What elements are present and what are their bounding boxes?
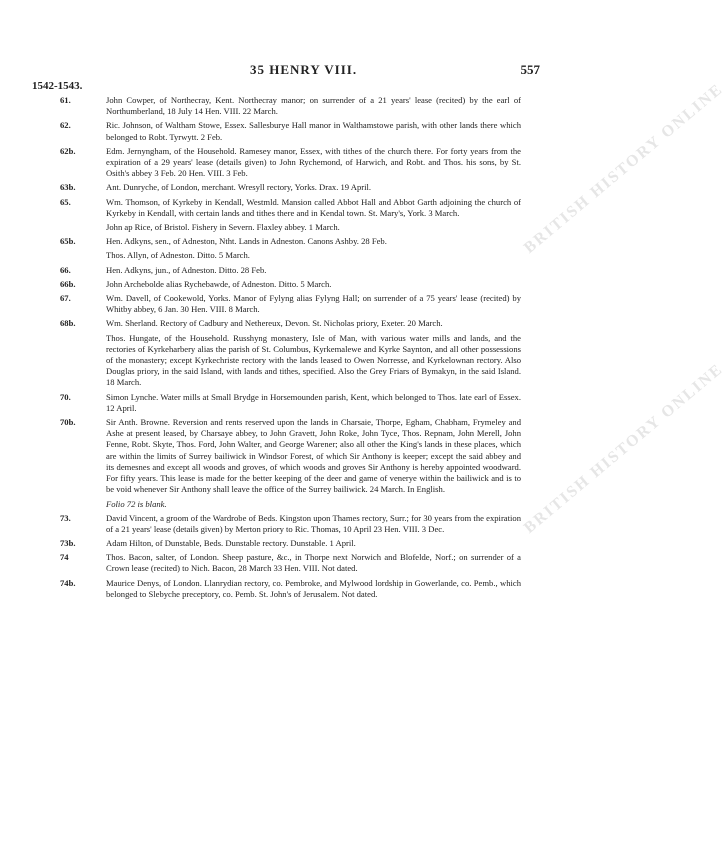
entry-text: Sir Anth. Browne. Reversion and rents reserved upon the lands in Charsaie, Thorpe, Egham, Chabham, Frymeley and Ashe at present leased, by Charsaye abbey, to John Gravett, John Roke, John Tyce, Thos. Repnam, John Merell, John Fenne, Robt. Skyte, Thos. Ford, John Walter, and George Warener; also all other the King's lands in these places, which are within the limits of Surrey bailiwick in Windsor Forest, of which Sir Anthony is keeper; except the said abbey and its demesnes and except all woods and groves, of which woods and groves Sir Anthony is hereby appointed woodward. For fifty years. This lease is made for the better keeping of the deer and game of venerye within the bailiwick and is to be void whenever Sir Anthony shall leave the office of the Surrey bailiwick. 24 March. In English. — [106, 417, 521, 495]
entry-text: Hen. Adkyns, sen., of Adneston, Ntht. Lands in Adneston. Canons Ashby. 28 Feb. — [106, 236, 387, 247]
watermark-text: BRITISH HISTORY ONLINE — [520, 360, 727, 537]
entry-text: David Vincent, a groom of the Wardrobe of Beds. Kingston upon Thames rectory, Surr.; for 30 years from the expiration of a 21 years' lease (details given) by Merton priory to Ric. Thomas, 10 April 23 Hen. VIII. 3 Dec. — [106, 512, 521, 534]
entry-row — [0, 95, 567, 117]
entry-text: Adam Hilton, of Dunstable, Beds. Dunstable rectory. Dunstable. 1 April. — [106, 537, 356, 548]
entry-row — [0, 417, 567, 495]
year-range: 1542-1543. — [32, 80, 83, 92]
entry-text: Thos. Allyn, of Adneston. Ditto. 5 March. — [106, 250, 250, 261]
folio-number: 62. — [60, 120, 71, 131]
entry-text: John ap Rice, of Bristol. Fishery in Severn. Flaxley abbey. 1 March. — [106, 222, 340, 233]
folio-number: 62b. — [60, 145, 76, 156]
folio-number: 65. — [60, 196, 71, 207]
folio-number: 73. — [60, 512, 71, 523]
entry-row — [0, 333, 567, 389]
entry-row — [0, 182, 567, 193]
folio-number: 61. — [60, 95, 71, 105]
entry-text: John Archebolde alias Rychebawde, of Adneston. Ditto. 5 March. — [106, 278, 332, 289]
watermark-text: BRITISH HISTORY ONLINE — [520, 80, 727, 257]
entry-row — [0, 265, 567, 276]
folio-number — [0, 222, 106, 233]
entry-row — [0, 250, 567, 261]
entry-text: Maurice Denys, of London. Llanrydian rectory, co. Pembroke, and Mylwood lordship in Gowerlande, co. Pemb., which belonged to Slebyche preceptory, co. Pemb. St. John's of Jerusalem. Not dated. — [106, 577, 521, 599]
entry-text: Wm. Davell, of Cookewold, Yorks. Manor of Fylyng alias Fylyng Hall; on surrender of a 75 years' lease (recited) by Whitby abbey, 6 Jan. 30 Hen. VIII. 8 March. — [106, 293, 521, 315]
folio-number: 63b. — [60, 182, 76, 193]
entry-row — [0, 578, 567, 600]
folio-number — [0, 333, 106, 389]
entry-row — [0, 513, 567, 535]
entry-row — [0, 293, 567, 315]
entry-row — [0, 552, 567, 574]
entry-text: Wm. Thomson, of Kyrkeby in Kendall, Westmld. Mansion called Abbot Hall and Abbot Garth adjoining the church of Kyrkeby in Kendall, with certain lands and tithes there and in Kendal town. St. Mary's, York. 3 March. — [106, 196, 521, 218]
entry-row — [0, 222, 567, 233]
entry-text: Ant. Dunryche, of London, merchant. Wresyll rectory, Yorks. Drax. 19 April. — [106, 182, 372, 193]
page-title: 35 HENRY VIII. — [250, 62, 358, 77]
page-number: 557 — [520, 62, 540, 77]
entry-text: Edm. Jernyngham, of the Household. Ramesey manor, Essex, with tithes of the church there. For forty years from the expiration of a 29 years' lease (details given) to John Rychemond, of Harwich, and Robt. and Thos. his sons, by St. Osith's abbey 3 Feb. 20 Hen. VIII. 3 Feb. — [106, 145, 521, 179]
entry-text: Simon Lynche. Water mills at Small Brydge in Horsemounden parish, Kent, which belonged to Thos. late earl of Essex. 12 April. — [106, 391, 521, 413]
folio-number: 66. — [60, 264, 71, 275]
folio-number: 65b. — [60, 236, 76, 247]
entry-row — [0, 392, 567, 414]
folio-number: 70b. — [60, 417, 76, 428]
entry-list — [0, 95, 567, 603]
entry-row — [0, 236, 567, 247]
entry-text: John Cowper, of Northecray, Kent. Northecray manor; on surrender of a 21 years' lease (recited) by the earl of Northumberland, 18 July 14 Hen. VIII. 22 March. — [106, 95, 521, 117]
entry-text: Thos. Bacon, salter, of London. Sheep pasture, &c., in Thorpe next Norwich and Blofelde, Norf.; on surrender of a Crown lease (recited) to Nich. Bacon, 28 March 33 Hen. VIII. Not dated. — [106, 552, 521, 574]
entry-text: Ric. Johnson, of Waltham Stowe, Essex. Sallesburye Hall manor in Walthamstowe parish, with other lands there which belonged to Robt. Tyrwytt. 2 Feb. — [106, 120, 521, 142]
folio-number: 66b. — [60, 278, 76, 289]
folio-number — [0, 250, 106, 261]
folio-number: 68b. — [60, 318, 76, 329]
entry-row — [0, 279, 567, 290]
folio-number: 67. — [60, 293, 71, 304]
entry-row — [0, 197, 567, 219]
entry-text: Wm. Sherland. Rectory of Cadbury and Nethereux, Devon. St. Nicholas priory, Exeter. 20 March. — [106, 318, 443, 329]
entry-row — [0, 538, 567, 549]
entry-text: Hen. Adkyns, jun., of Adneston. Ditto. 28 Feb. — [106, 264, 267, 275]
folio-number: 74 — [60, 552, 69, 563]
folio-number: 70. — [60, 391, 71, 402]
folio-number: 73b. — [60, 537, 76, 548]
entry-row — [0, 146, 567, 180]
entry-row — [0, 318, 567, 329]
folio-number: 74b. — [60, 577, 76, 588]
blank-folio-note: Folio 72 is blank. — [106, 498, 167, 509]
entry-text: Thos. Hungate, of the Household. Russhyng monastery, Isle of Man, with various water mills and lands, and the rectories of Kyrkeharbery alias the parish of St. Columbus, Kyrkemalewe and Kyrke Saynton, and all other possessions of the monastery; except Kyrkechriste rectory with the lands leased to Owen Norresse, and Kyrkelownan rectory. Also Douglas priory, in the said Island, with lands and tithes, specified. Also the Grey Friars of Bymakyn, in the said Island. 18 March. — [106, 332, 521, 388]
entry-row — [0, 120, 567, 142]
page-header — [0, 60, 567, 92]
